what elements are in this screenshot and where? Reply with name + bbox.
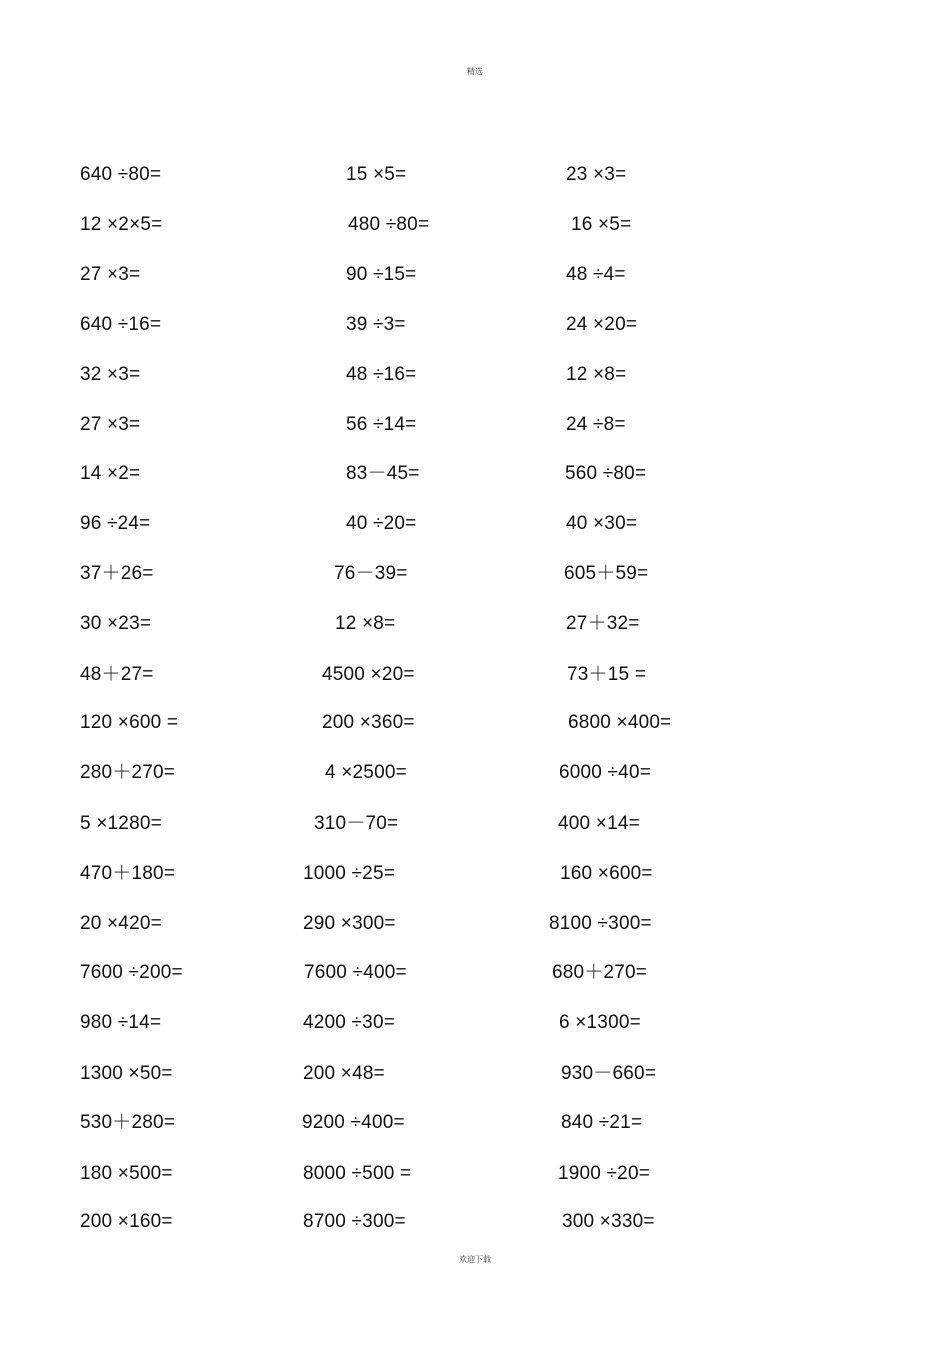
problem-r10-c2: 12 ×8= [335, 613, 396, 634]
problem-r1-c3: 23 ×3= [566, 164, 627, 185]
problem-r10-c3: 27＋32= [566, 613, 640, 634]
problem-r13-c2: 4 ×2500= [325, 762, 407, 783]
problem-r8-c1: 96 ÷24= [80, 513, 151, 534]
problem-r18-c1: 980 ÷14= [80, 1012, 162, 1033]
problem-r6-c1: 27 ×3= [80, 414, 141, 435]
problem-r16-c3: 8100 ÷300= [549, 913, 652, 934]
problem-r7-c2: 83－45= [346, 463, 420, 484]
problem-r7-c3: 560 ÷80= [565, 463, 647, 484]
problem-r17-c3: 680＋270= [552, 962, 648, 983]
problem-r8-c3: 40 ×30= [566, 513, 638, 534]
problem-r4-c3: 24 ×20= [566, 314, 638, 335]
problem-r14-c2: 310－70= [314, 813, 399, 834]
problem-r17-c1: 7600 ÷200= [80, 962, 183, 983]
problem-r19-c3: 930－660= [561, 1063, 657, 1084]
problem-r15-c2: 1000 ÷25= [303, 863, 396, 884]
problem-r4-c2: 39 ÷3= [346, 314, 406, 335]
problem-r3-c2: 90 ÷15= [346, 264, 417, 285]
problem-r20-c3: 840 ÷21= [561, 1112, 643, 1133]
problem-r21-c2: 8000 ÷500 = [303, 1163, 412, 1184]
problem-r3-c3: 48 ÷4= [566, 264, 626, 285]
problem-r12-c2: 200 ×360= [322, 712, 415, 733]
problem-r11-c3: 73＋15 = [567, 664, 647, 685]
problem-r14-c3: 400 ×14= [558, 813, 640, 834]
footer-note: 欢迎下载 [459, 1255, 491, 1264]
problem-r16-c1: 20 ×420= [80, 913, 162, 934]
problem-r11-c2: 4500 ×20= [322, 664, 415, 685]
problem-r13-c3: 6000 ÷40= [559, 762, 652, 783]
problem-r21-c1: 180 ×500= [80, 1163, 173, 1184]
problem-r6-c2: 56 ÷14= [346, 414, 417, 435]
problem-r21-c3: 1900 ÷20= [558, 1163, 651, 1184]
problem-r8-c2: 40 ÷20= [346, 513, 417, 534]
problem-r2-c1: 12 ×2×5= [80, 214, 163, 235]
problem-r4-c1: 640 ÷16= [80, 314, 162, 335]
problem-r19-c1: 1300 ×50= [80, 1063, 173, 1084]
problem-r22-c1: 200 ×160= [80, 1211, 173, 1232]
problem-r1-c2: 15 ×5= [346, 164, 407, 185]
problem-r12-c1: 120 ×600 = [80, 712, 179, 733]
problem-r9-c2: 76－39= [334, 563, 408, 584]
problem-r2-c2: 480 ÷80= [348, 214, 430, 235]
problem-r9-c1: 37＋26= [80, 563, 154, 584]
problem-r15-c3: 160 ×600= [560, 863, 653, 884]
problem-r10-c1: 30 ×23= [80, 613, 152, 634]
problem-r5-c2: 48 ÷16= [346, 364, 417, 385]
problem-r11-c1: 48＋27= [80, 664, 154, 685]
problem-r13-c1: 280＋270= [80, 762, 176, 783]
problem-r22-c3: 300 ×330= [562, 1211, 655, 1232]
problem-r5-c1: 32 ×3= [80, 364, 141, 385]
problem-r20-c1: 530＋280= [80, 1112, 176, 1133]
problem-r7-c1: 14 ×2= [80, 463, 141, 484]
problem-r2-c3: 16 ×5= [571, 214, 632, 235]
problem-r18-c2: 4200 ÷30= [303, 1012, 396, 1033]
problem-r5-c3: 12 ×8= [566, 364, 627, 385]
problem-r1-c1: 640 ÷80= [80, 164, 162, 185]
problem-r22-c2: 8700 ÷300= [303, 1211, 406, 1232]
problem-r20-c2: 9200 ÷400= [302, 1112, 405, 1133]
problem-r9-c3: 605＋59= [564, 563, 649, 584]
problem-r14-c1: 5 ×1280= [80, 813, 162, 834]
header-note: 精选 [467, 67, 483, 76]
problem-r12-c3: 6800 ×400= [568, 712, 672, 733]
problem-r16-c2: 290 ×300= [303, 913, 396, 934]
problem-r3-c1: 27 ×3= [80, 264, 141, 285]
problem-r6-c3: 24 ÷8= [566, 414, 626, 435]
problem-r17-c2: 7600 ÷400= [304, 962, 407, 983]
problem-r19-c2: 200 ×48= [303, 1063, 385, 1084]
problem-r15-c1: 470＋180= [80, 863, 176, 884]
problem-r18-c3: 6 ×1300= [559, 1012, 641, 1033]
